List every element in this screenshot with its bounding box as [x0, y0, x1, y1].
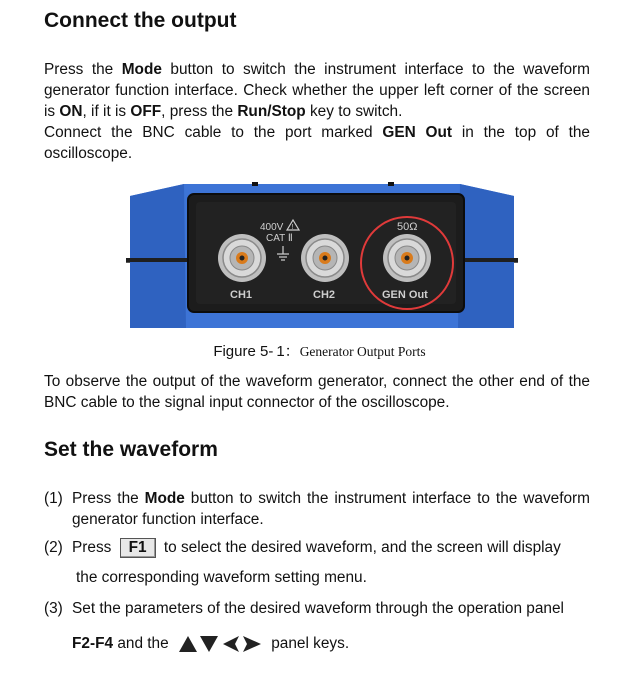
text-run: in the top of the oscilloscope. — [44, 124, 590, 162]
text-run: Press the — [72, 490, 145, 507]
bold-term: OFF — [130, 103, 162, 120]
text-run: Connect the BNC cable to the port marked — [44, 124, 383, 141]
paragraph-observe-output: To observe the output of the waveform generator, connect the other end of the BNC cable to the signal input connector of the oscilloscope. — [44, 373, 590, 411]
oscilloscope-figure — [126, 178, 518, 334]
section-heading-set-waveform: Set the waveform — [44, 438, 218, 461]
figure-caption-label: Figure 5- 1： — [213, 343, 300, 360]
figure-caption-text: Generator Output Ports — [299, 344, 426, 359]
text-run: Press the — [44, 61, 122, 78]
text-run: button to switch the instrument interface to the waveform generator function interface. — [72, 490, 590, 528]
right-arrow-icon — [243, 636, 261, 652]
bold-term: Mode — [144, 490, 185, 507]
bold-term: GEN Out — [382, 124, 453, 141]
text-run: key to switch. — [305, 103, 403, 120]
down-arrow-icon — [200, 636, 218, 652]
list-number: (2) — [44, 539, 63, 556]
bold-term: Mode — [121, 61, 162, 78]
text-run: button to switch the instrument interface to the waveform generator function interface. Check whether the upper left corner of the screen is — [44, 61, 590, 120]
bold-term: ON — [59, 103, 83, 120]
f2-f4-keys: F2-F4 — [72, 635, 114, 653]
gen-out-label: GEN Out — [382, 289, 428, 301]
list-item-2-line2: the corresponding waveform setting menu. — [76, 569, 367, 586]
svg-text:!: ! — [291, 224, 294, 231]
left-arrow-icon — [223, 636, 239, 652]
list-number: (3) — [44, 600, 63, 617]
list-item-3-line2: F2-F4 and the panel keys. — [72, 633, 590, 655]
list-item-3-text: Set the parameters of the desired waveform through the operation panel — [72, 600, 564, 617]
list-item-1-text — [72, 488, 590, 530]
paragraph-mode-instructions — [44, 59, 590, 122]
ch2-label: CH2 — [313, 289, 336, 301]
impedance-label: 50Ω — [397, 221, 418, 233]
ch1-label: CH1 — [230, 289, 253, 301]
gen-out-bnc-connector — [383, 234, 431, 282]
ch1-bnc-connector — [218, 234, 266, 282]
bold-term: Run/Stop — [237, 103, 306, 120]
text-run: , press the — [161, 103, 238, 120]
arrow-keys-icon — [177, 633, 263, 655]
paragraph-connect-bnc — [44, 122, 590, 164]
text-run: , if it is — [82, 103, 131, 120]
figure-caption — [0, 340, 639, 361]
rating-label: 400V — [260, 222, 284, 233]
ch2-bnc-connector — [301, 234, 349, 282]
category-label: CAT Ⅱ — [266, 233, 293, 244]
list-number: (1) — [44, 490, 63, 507]
up-arrow-icon — [179, 636, 197, 652]
section-heading-connect: Connect the output — [44, 9, 237, 32]
list-item-2-after: to select the desired waveform, and the screen will display — [163, 539, 561, 556]
list-item-2-before: Press — [72, 539, 112, 556]
f1-key: F1 — [120, 538, 156, 558]
